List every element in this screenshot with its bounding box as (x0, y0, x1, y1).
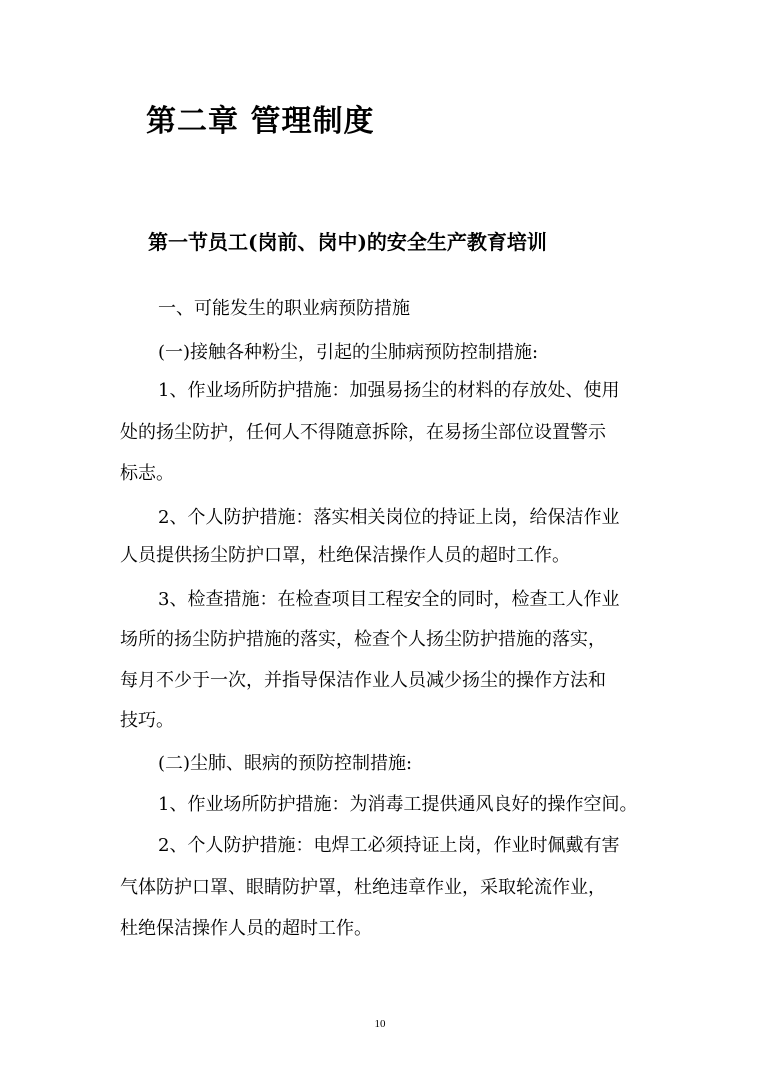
section-title: 第一节员工(岗前、岗中)的安全生产教育培训 (148, 230, 547, 254)
paragraph-line: 标志。 (120, 463, 174, 484)
heading-occupational-disease-prevention: 一、可能发生的职业病预防措施 (158, 298, 410, 319)
chapter-title: 第二章 管理制度 (146, 104, 375, 139)
paragraph-line: 气体防护口罩、眼睛防护罩，杜绝违章作业，采取轮流作业， (120, 877, 606, 898)
paragraph-line: 处的扬尘防护，任何人不得随意拆除，在易扬尘部位设置警示 (120, 422, 606, 443)
subheading-pneumoconiosis-eye-disease: (二)尘肺、眼病的预防控制措施: (158, 753, 413, 774)
paragraph-line: 技巧。 (120, 710, 174, 731)
paragraph-line: 3、检查措施：在检查项目工程安全的同时，检查工人作业 (158, 589, 620, 610)
paragraph-line: 人员提供扬尘防护口罩，杜绝保洁操作人员的超时工作。 (120, 545, 570, 566)
paragraph-line: 杜绝保洁操作人员的超时工作。 (120, 918, 372, 939)
subheading-dust-pneumoconiosis: (一)接触各种粉尘，引起的尘肺病预防控制措施: (158, 342, 539, 363)
paragraph-line: 1、作业场所防护措施：加强易扬尘的材料的存放处、使用 (158, 380, 620, 401)
paragraph-line: 场所的扬尘防护措施的落实，检查个人扬尘防护措施的落实， (120, 629, 606, 650)
page-number: 10 (374, 1018, 386, 1030)
paragraph-line: 2、个人防护措施：落实相关岗位的持证上岗，给保洁作业 (158, 507, 620, 528)
paragraph-line: 2、个人防护措施：电焊工必须持证上岗，作业时佩戴有害 (158, 835, 620, 856)
paragraph-line: 1、作业场所防护措施：为消毒工提供通风良好的操作空间。 (158, 794, 638, 815)
paragraph-line: 每月不少于一次，并指导保洁作业人员减少扬尘的操作方法和 (120, 670, 606, 691)
